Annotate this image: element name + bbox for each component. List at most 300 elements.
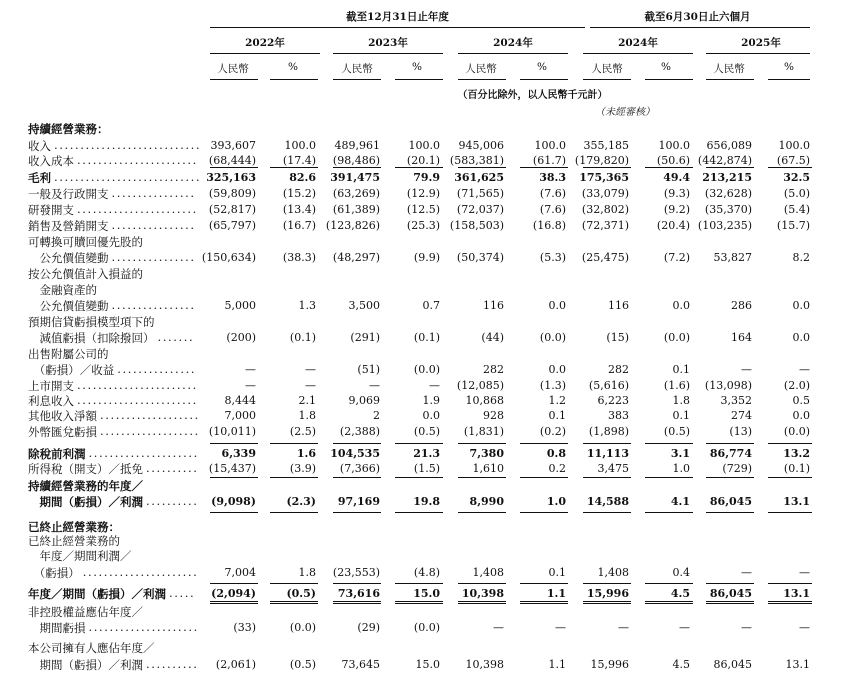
row-label: 公允價值變動 [28, 251, 109, 265]
table-rule [333, 583, 381, 584]
cell-value: 7,380 [469, 447, 504, 460]
leader-dots: ................... [100, 424, 200, 438]
cell-value: — [305, 379, 316, 392]
table-rule [583, 443, 631, 444]
cell-value: 100.0 [534, 139, 566, 152]
table-rule [210, 512, 258, 513]
row-label: 出售附屬公司的 [28, 347, 109, 361]
cell-value: (5.0) [783, 187, 810, 200]
table-rule [520, 583, 568, 584]
leader-dots: ................ [111, 250, 196, 264]
table-rule [270, 512, 318, 513]
cell-value: (32,802) [581, 203, 629, 216]
subheader-rule [458, 79, 506, 80]
table-rule [270, 583, 318, 584]
cell-value: 0.1 [672, 363, 690, 376]
cell-value: (23,553) [332, 566, 380, 579]
leader-dots: ................... [100, 408, 200, 422]
table-rule [210, 443, 258, 444]
subheader-pct-5: % [784, 61, 794, 73]
cell-value: (71,565) [456, 187, 504, 200]
row-label: 收入 [28, 139, 51, 153]
cell-value: (25.3) [406, 219, 440, 232]
section-continuing: 持續經營業務： [28, 122, 109, 136]
cell-value: 15,996 [590, 658, 629, 671]
cell-value: 38.3 [539, 171, 566, 184]
cell-value: (5,616) [588, 379, 629, 392]
cell-value: — [741, 363, 752, 376]
cell-value: 5,000 [224, 299, 256, 312]
table-rule [395, 167, 443, 168]
row-label: 減值虧損（扣除撥回） [28, 331, 155, 345]
table-rule [520, 477, 568, 478]
cell-value: — [799, 566, 810, 579]
cell-value: 0.1 [548, 409, 566, 422]
cell-value: 86,774 [709, 447, 752, 460]
leader-dots: .......... [146, 657, 199, 671]
table-rule [210, 477, 258, 478]
header-year-end-rule [210, 27, 585, 28]
table-rule [706, 601, 754, 602]
cell-value: 361,625 [454, 171, 504, 184]
cell-value: 15.0 [415, 658, 440, 671]
cell-value: (59,809) [208, 187, 256, 200]
cell-value: (15,437) [208, 462, 256, 475]
cell-value: 1.3 [298, 299, 316, 312]
table-rule [458, 583, 506, 584]
leader-dots: ....................... [77, 202, 198, 216]
cell-value: (38.3) [282, 251, 316, 264]
cell-value: (32,628) [704, 187, 752, 200]
cell-value: (3.9) [289, 462, 316, 475]
row-label: 除稅前利潤 [28, 447, 86, 461]
table-rule [333, 601, 381, 602]
cell-value: (7.6) [539, 203, 566, 216]
table-rule [768, 603, 812, 604]
cell-value: 11,113 [586, 447, 629, 460]
header-year-2022: 2022年 [245, 37, 285, 49]
cell-value: 0.0 [548, 299, 566, 312]
cell-value: (52,817) [208, 203, 256, 216]
cell-value: 19.8 [413, 495, 440, 508]
cell-value: (729) [722, 462, 752, 475]
cell-value: 86,045 [713, 658, 752, 671]
cell-value: 13.1 [785, 658, 810, 671]
table-rule [270, 477, 318, 478]
row-label: 毛利 [28, 171, 51, 185]
header-period-2025: 2025年 [741, 37, 781, 49]
leader-dots: .......... [146, 494, 199, 508]
cell-value: 0.4 [672, 566, 690, 579]
leader-dots: ................ [111, 186, 196, 200]
cell-value: (291) [350, 331, 380, 344]
subheader-pct-1: % [288, 61, 298, 73]
cell-value: 116 [608, 299, 629, 312]
cell-value: 656,089 [706, 139, 752, 152]
table-rule [395, 601, 443, 602]
leader-dots: ............... [117, 362, 197, 376]
cell-value: 100.0 [284, 139, 316, 152]
cell-value: (1,898) [588, 425, 629, 438]
header-six-month-group: 截至6月30日止六個月 [644, 11, 751, 23]
leader-dots: ............................ [54, 170, 202, 184]
table-rule [520, 601, 568, 602]
cell-value: 282 [608, 363, 629, 376]
cell-value: 3,500 [348, 299, 380, 312]
header-rule-2023 [333, 53, 443, 54]
cell-value: (2,061) [215, 658, 256, 671]
table-rule [645, 601, 693, 602]
cell-value: 1,408 [597, 566, 629, 579]
table-rule [706, 512, 754, 513]
row-label: 年度／期間（虧損）／利潤 [28, 587, 166, 601]
cell-value: — [245, 363, 256, 376]
cell-value: 116 [483, 299, 504, 312]
cell-value: (7.2) [663, 251, 690, 264]
table-rule [210, 583, 258, 584]
cell-value: 8,444 [224, 394, 256, 407]
cell-value: 3.1 [670, 447, 690, 460]
cell-value: (25,475) [581, 251, 629, 264]
table-rule [333, 512, 381, 513]
table-rule [520, 167, 568, 168]
table-rule [210, 167, 258, 168]
cell-value: 1.8 [298, 409, 316, 422]
leader-dots: ....................... [77, 153, 198, 167]
cell-value: (13.4) [282, 203, 316, 216]
cell-value: (9.3) [663, 187, 690, 200]
cell-value: (13) [729, 425, 752, 438]
table-rule [333, 477, 381, 478]
table-rule [706, 167, 754, 168]
cell-value: 928 [483, 409, 504, 422]
cell-value: (0.5) [663, 425, 690, 438]
cell-value: 32.5 [783, 171, 810, 184]
cell-value: (0.1) [289, 331, 316, 344]
table-rule [645, 512, 693, 513]
cell-value: (15.7) [776, 219, 810, 232]
cell-value: 945,006 [458, 139, 504, 152]
row-label: 年度／期間利潤／ [28, 549, 132, 563]
subheader-rule [520, 79, 568, 80]
cell-value: (0.0) [289, 621, 316, 634]
subheader-rule [583, 79, 631, 80]
cell-value: (0.5) [289, 658, 316, 671]
row-label: 非控股權益應佔年度／ [28, 605, 143, 619]
cell-value: (1.6) [663, 379, 690, 392]
cell-value: (29) [357, 621, 380, 634]
cell-value: 8,990 [469, 495, 504, 508]
leader-dots: ....................... [77, 393, 198, 407]
cell-value: 164 [731, 331, 752, 344]
row-label: 上市開支 [28, 379, 74, 393]
cell-value: 1.6 [296, 447, 316, 460]
cell-value: 1,610 [472, 462, 504, 475]
table-rule [768, 443, 812, 444]
cell-value: (10,011) [208, 425, 256, 438]
header-six-month-rule [590, 27, 810, 28]
row-label: 可轉換可贖回優先股的 [28, 235, 143, 249]
cell-value: 489,961 [334, 139, 380, 152]
subheader-rmb-4: 人民幣 [591, 63, 623, 75]
cell-value: (583,381) [449, 154, 504, 167]
cell-value: 4.5 [670, 587, 690, 600]
cell-value: (5.4) [783, 203, 810, 216]
cell-value: (7.6) [539, 187, 566, 200]
cell-value: 0.1 [548, 566, 566, 579]
cell-value: (0.1) [413, 331, 440, 344]
cell-value: (158,503) [449, 219, 504, 232]
cell-value: 1.1 [548, 658, 566, 671]
cell-value: (12.9) [406, 187, 440, 200]
cell-value: 282 [483, 363, 504, 376]
table-rule [333, 167, 381, 168]
header-rule-p2024 [583, 53, 693, 54]
table-rule [458, 477, 506, 478]
cell-value: (12.5) [406, 203, 440, 216]
cell-value: 15.0 [413, 587, 440, 600]
cell-value: (2,388) [339, 425, 380, 438]
cell-value: 14,588 [586, 495, 629, 508]
table-rule [706, 603, 754, 604]
table-rule [458, 603, 506, 604]
leader-dots: ..... [169, 586, 196, 600]
cell-value: 1.8 [298, 566, 316, 579]
cell-value: (0.5) [286, 587, 316, 600]
subheader-rmb-3: 人民幣 [465, 63, 497, 75]
cell-value: — [305, 363, 316, 376]
cell-value: (200) [226, 331, 256, 344]
cell-value: 10,398 [465, 658, 504, 671]
header-rule-p2025 [706, 53, 810, 54]
cell-value: (7,366) [339, 462, 380, 475]
leader-dots: ...................... [82, 565, 199, 579]
row-label: 期間（虧損）／利潤 [28, 658, 143, 672]
table-rule [270, 601, 318, 602]
table-rule [645, 167, 693, 168]
subheader-rmb-5: 人民幣 [713, 63, 745, 75]
cell-value: 82.6 [289, 171, 316, 184]
cell-value: 0.1 [672, 409, 690, 422]
table-rule [395, 477, 443, 478]
table-rule [210, 601, 258, 602]
subheader-rule [333, 79, 381, 80]
cell-value: 6,223 [597, 394, 629, 407]
table-rule [458, 512, 506, 513]
subheader-rmb-2: 人民幣 [341, 63, 373, 75]
cell-value: 9,069 [348, 394, 380, 407]
cell-value: (72,371) [581, 219, 629, 232]
cell-value: (2.3) [286, 495, 316, 508]
cell-value: 104,535 [330, 447, 380, 460]
cell-value: — [799, 621, 810, 634]
cell-value: 1.1 [546, 587, 566, 600]
row-label: （虧損）／收益 [28, 363, 115, 377]
cell-value: (9.2) [663, 203, 690, 216]
table-rule [583, 583, 631, 584]
cell-value: 0.0 [548, 363, 566, 376]
cell-value: (0.1) [783, 462, 810, 475]
header-year-end-group: 截至12月31日止年度 [346, 11, 449, 23]
table-rule [458, 601, 506, 602]
cell-value: — [555, 621, 566, 634]
row-label: （虧損） [28, 566, 80, 580]
cell-value: (63,269) [332, 187, 380, 200]
cell-value: (442,874) [697, 154, 752, 167]
cell-value: (67.5) [776, 154, 810, 167]
cell-value: (33) [233, 621, 256, 634]
table-rule [768, 512, 812, 513]
table-rule [395, 443, 443, 444]
cell-value: 97,169 [337, 495, 380, 508]
row-label: 研發開支 [28, 203, 74, 217]
leader-dots: ................ [111, 298, 196, 312]
table-rule [583, 512, 631, 513]
cell-value: (1.5) [413, 462, 440, 475]
cell-value: (12,085) [456, 379, 504, 392]
cell-value: — [679, 621, 690, 634]
leader-dots: .......... [146, 461, 199, 475]
cell-value: 3,475 [597, 462, 629, 475]
cell-value: 0.8 [546, 447, 566, 460]
row-label: 一般及行政開支 [28, 187, 109, 201]
row-label: 預期信貸虧損模型項下的 [28, 315, 155, 329]
cell-value: (17.4) [282, 154, 316, 167]
cell-value: (15.2) [282, 187, 316, 200]
row-label: 本公司擁有人應佔年度／ [28, 641, 155, 655]
table-rule [768, 477, 812, 478]
cell-value: — [493, 621, 504, 634]
cell-value: — [799, 363, 810, 376]
row-label: 銷售及營銷開支 [28, 219, 109, 233]
leader-dots: ..................... [88, 446, 199, 460]
row-label: 公允價值變動 [28, 299, 109, 313]
cell-value: (2,094) [211, 587, 256, 600]
cell-value: 393,607 [210, 139, 256, 152]
leader-dots: ................ [111, 218, 196, 232]
leader-dots: ....... [157, 330, 195, 344]
unaudited-note: （未經審核） [595, 107, 655, 118]
cell-value: 0.2 [548, 462, 566, 475]
table-rule [270, 167, 318, 168]
cell-value: 213,215 [702, 171, 752, 184]
cell-value: 1.0 [546, 495, 566, 508]
table-rule [645, 603, 693, 604]
cell-value: 1.2 [548, 394, 566, 407]
cell-value: (15) [606, 331, 629, 344]
cell-value: (0.0) [783, 425, 810, 438]
table-rule [583, 601, 631, 602]
row-label: 收入成本 [28, 154, 74, 168]
cell-value: 2.1 [298, 394, 316, 407]
cell-value: 13.1 [783, 495, 810, 508]
table-rule [458, 167, 506, 168]
cell-value: 3,352 [720, 394, 752, 407]
row-label: 所得稅（開支）／抵免 [28, 462, 143, 476]
cell-value: 0.7 [422, 299, 440, 312]
table-rule [706, 583, 754, 584]
cell-value: 15,996 [586, 587, 629, 600]
cell-value: 73,645 [341, 658, 380, 671]
cell-value: (0.5) [413, 425, 440, 438]
cell-value: 13.2 [783, 447, 810, 460]
cell-value: (5.3) [539, 251, 566, 264]
cell-value: (61,389) [332, 203, 380, 216]
cell-value: (2.0) [783, 379, 810, 392]
cell-value: (2.5) [289, 425, 316, 438]
table-rule [270, 443, 318, 444]
cell-value: — [618, 621, 629, 634]
row-label: 利息收入 [28, 394, 74, 408]
cell-value: 100.0 [658, 139, 690, 152]
cell-value: — [429, 379, 440, 392]
cell-value: 325,163 [206, 171, 256, 184]
cell-value: — [741, 566, 752, 579]
cell-value: (123,826) [325, 219, 380, 232]
cell-value: 7,000 [224, 409, 256, 422]
cell-value: 0.0 [792, 331, 810, 344]
cell-value: 10,868 [465, 394, 504, 407]
leader-dots: ....................... [77, 378, 198, 392]
row-label: 其他收入淨額 [28, 409, 97, 423]
row-label: 期間虧損 [28, 621, 86, 635]
leader-dots: ............................ [54, 138, 202, 152]
table-rule [768, 601, 812, 602]
table-rule [706, 477, 754, 478]
cell-value: 0.5 [792, 394, 810, 407]
cell-value: (9.9) [413, 251, 440, 264]
cell-value: (0.2) [539, 425, 566, 438]
table-rule [458, 443, 506, 444]
table-rule [333, 603, 381, 604]
subheader-pct-3: % [537, 61, 547, 73]
subheader-rule [645, 79, 693, 80]
table-rule [583, 477, 631, 478]
cell-value: — [741, 621, 752, 634]
cell-value: (0.0) [663, 331, 690, 344]
cell-value: 79.9 [413, 171, 440, 184]
subheader-rule [768, 79, 810, 80]
row-label: 金融資產的 [28, 283, 97, 297]
cell-value: 1.9 [422, 394, 440, 407]
cell-value: (4.8) [413, 566, 440, 579]
cell-value: 86,045 [709, 495, 752, 508]
cell-value: (0.0) [413, 621, 440, 634]
cell-value: 1.8 [672, 394, 690, 407]
cell-value: (50.6) [656, 154, 690, 167]
cell-value: 286 [731, 299, 752, 312]
cell-value: (98,486) [332, 154, 380, 167]
cell-value: 8.2 [792, 251, 810, 264]
cell-value: 0.0 [672, 299, 690, 312]
cell-value: 21.3 [413, 447, 440, 460]
cell-value: 4.1 [670, 495, 690, 508]
cell-value: 7,004 [224, 566, 256, 579]
header-year-2023: 2023年 [368, 37, 408, 49]
cell-value: (16.7) [282, 219, 316, 232]
header-year-2024: 2024年 [493, 37, 533, 49]
cell-value: (1.3) [539, 379, 566, 392]
cell-value: 73,616 [337, 587, 380, 600]
cell-value: (20.1) [406, 154, 440, 167]
row-label: 按公允價值計入損益的 [28, 267, 143, 281]
subheader-pct-2: % [412, 61, 422, 73]
cell-value: (51) [357, 363, 380, 376]
table-rule [768, 167, 812, 168]
cell-value: (33,079) [581, 187, 629, 200]
table-rule [645, 583, 693, 584]
cell-value: — [369, 379, 380, 392]
